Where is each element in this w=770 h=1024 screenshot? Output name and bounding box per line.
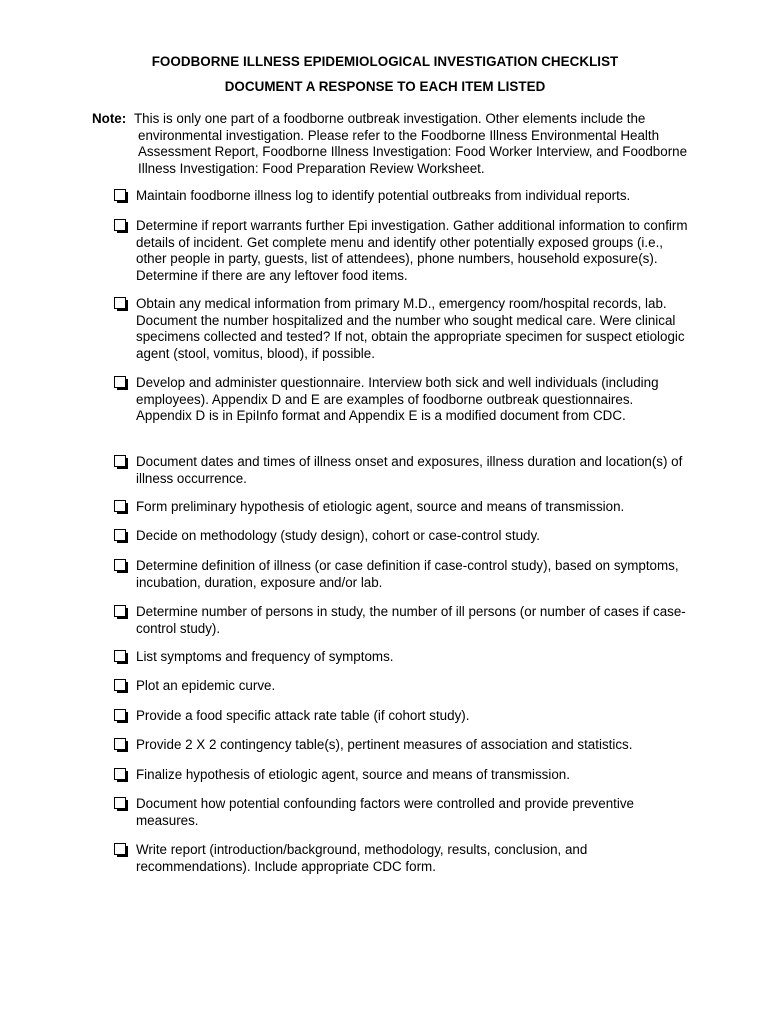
checklist-item-text: Provide a food specific attack rate table (if cohort study). [136,708,470,723]
checklist-item-text: Determine definition of illness (or case definition if case-control study), based on symptoms, incubation, duration, exposure and/or lab. [136,558,679,590]
checkbox[interactable] [114,219,128,233]
checkbox[interactable] [114,679,128,693]
checklist-item-text: Document dates and times of illness onset and exposures, illness duration and location(s) of illness occurrence. [136,454,683,486]
note-first-line: This is only one part of a foodborne outbreak investigation. Other elements include the [134,111,646,126]
note-text: environmental investigation. Please refer to the Foodborne Illness Environmental Health Assessment Report, Foodborne Illness Investigation: Food Worker Interview, and Foodborne Illness Investigation: Food Preparation Review Worksheet. [138,127,688,176]
document-title: FOODBORNE ILLNESS EPIDEMIOLOGICAL INVESTIGATION CHECKLIST [151,54,619,69]
checkbox[interactable] [114,455,128,469]
checklist-item-text: Decide on methodology (study design), cohort or case-control study. [136,528,540,543]
checkbox[interactable] [114,559,128,573]
checklist-item-text: Plot an epidemic curve. [136,678,276,693]
checklist-item-text: Finalize hypothesis of etiologic agent, source and means of transmission. [136,767,570,782]
checkbox[interactable] [114,189,128,203]
checklist-item-text: Form preliminary hypothesis of etiologic agent, source and means of transmission. [136,499,625,514]
checkbox[interactable] [114,843,128,857]
checkbox[interactable] [114,376,128,390]
checkbox[interactable] [114,738,128,752]
checkbox[interactable] [114,529,128,543]
checkbox[interactable] [114,768,128,782]
checkbox[interactable] [114,500,128,514]
checklist-item-text: Develop and administer questionnaire. Interview both sick and well individuals (including employees). Appendix D and E are examples of foodborne outbreak questionnaires. Appendix D is in EpiInfo format and Appendix E is a modified document from CDC. [136,375,659,424]
checklist-item-text: Obtain any medical information from primary M.D., emergency room/hospital records, lab. Document the number hospitalized and the number who sought medical care. Were clinical specimens collected and tested? If not, obtain the appropriate specimen for suspect etiologic agent (stool, vomitus, blood), if possible. [136,296,685,361]
checkbox[interactable] [114,297,128,311]
checkbox[interactable] [114,709,128,723]
checklist-item-text: Provide 2 X 2 contingency table(s), pertinent measures of association and statistics. [136,737,633,752]
checklist-item-text: Determine number of persons in study, the number of ill persons (or number of cases if case-control study). [136,604,686,636]
checkbox[interactable] [114,797,128,811]
checklist-item-text: List symptoms and frequency of symptoms. [136,649,394,664]
document-subtitle: DOCUMENT A RESPONSE TO EACH ITEM LISTED [224,79,546,94]
checklist-item-text: Determine if report warrants further Epi investigation. Gather additional information to confirm details of incident. Get complete menu and identify other potentially exposed groups (i.e., other people in party, guests, list of attendees), phone numbers, household exposure(s). Determine if there are any leftover food items. [136,218,688,283]
checkbox[interactable] [114,650,128,664]
checklist-item-text: Document how potential confounding factors were controlled and provide preventive measures. [136,796,634,828]
note-label: Note: [92,111,127,126]
checkbox[interactable] [114,605,128,619]
checklist-item-text: Maintain foodborne illness log to identify potential outbreaks from individual reports. [136,188,631,203]
checklist-item-text: Write report (introduction/background, methodology, results, conclusion, and recommendations). Include appropriate CDC form. [136,842,588,874]
